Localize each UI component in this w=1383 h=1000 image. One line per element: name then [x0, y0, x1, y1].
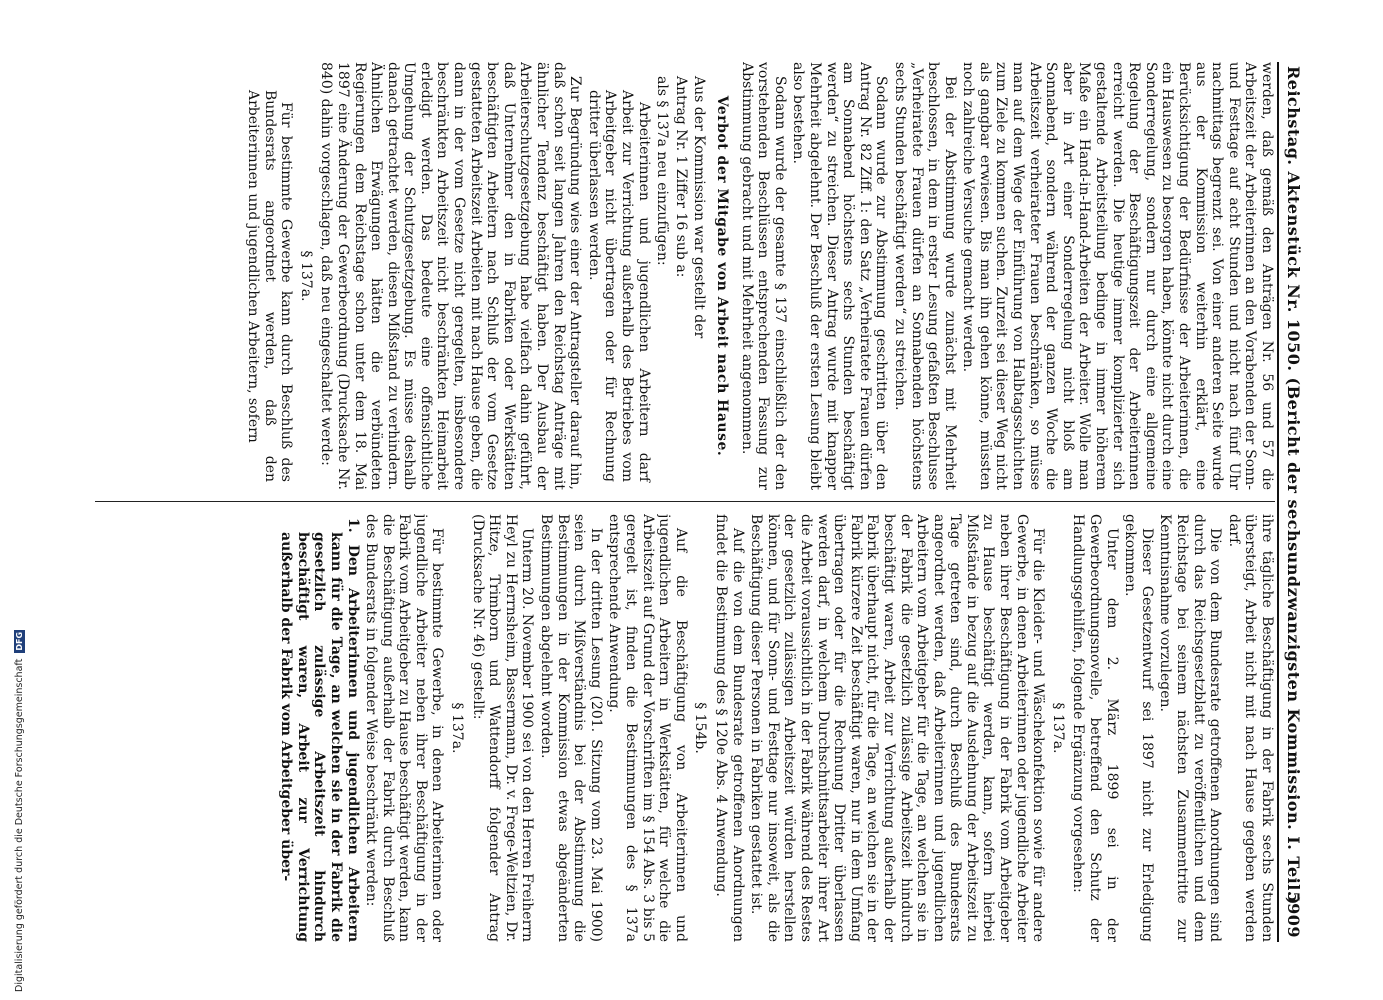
- paragraph: Die von dem Bundesrate getroffenen Anordnungen sind durch das Reichsgesetzblatt zu veröffentlichen und dem Reichstage bei seinem nächsten Zusammentritte zur Kenntnisnahme vorzulegen.: [1157, 514, 1224, 942]
- paragraph: Sodann wurde der gesamte § 137 einschließlich der den vorstehenden Beschlüssen entsprechenden Fassung zur Abstimmung gebracht und mit Mehrheit angenommen.: [738, 62, 788, 490]
- paragraph: Unter dem 2. März 1899 sei in der Gewerbeordnungsnovelle, betreffend den Schutz der Handlungsgehilfen, folgende Ergänzung vorgesehen:: [1070, 514, 1120, 942]
- page-number: 5909: [1284, 891, 1303, 938]
- paragraph: ihre tägliche Beschäftigung in der Fabrik sechs Stunden übersteigt, Arbeit nicht mit nach Hause gegeben werden darf.: [1225, 514, 1275, 942]
- paragraph: Bei der Abstimmung wurde zunächst mit Mehrheit beschlossen, in dem in erster Lesung gefaßten Beschlusse „Verheiratete Frauen dürfen an Sonnabenden höchstens sechs Stunden beschäftigt werden“ zu streichen.: [891, 62, 958, 490]
- paragraph: werden, daß gemäß den Anträgen Nr. 56 und 57 die Arbeitszeit der Arbeiterinnen an den Vorabenden der Sonn- und Festtage auf acht Stunden und nicht nach fünf Uhr nachmittags begrenzt sei. Von einer anderen Seite wurde aus der Kommission weiterhin erklärt, eine Berücksichtigung der Bedürfnisse der Arbeiterinnen, die ein Hauswesen zu besorgen haben, könnte nicht durch eine Sonderregelung, sondern nur durch eine allgemeine Regelung der Beschäftigungszeit der Arbeiterinnen erreicht werden. Die heutige immer komplizierter sich gestaltende Arbeitsteilung bedinge in immer höherem Maße ein Hand-in-Hand-Arbeiten der Arbeiter. Wolle man aber in Art einer Sonderregelung nicht bloß am Sonnabend, sondern während der ganzen Woche die Arbeitszeit verheirateter Frauen beschränken, so müsse man auf dem Wege der Einführung von Halbtagsschichten zum Ziele zu kommen suchen. Zurzeit sei dieser Weg nicht als gangbar erwiesen. Bis man ihn gehen könne, müssten noch zahlreiche Versuche gemacht werden.: [960, 62, 1275, 490]
- paragraph: Sodann wurde zur Abstimmung geschritten über den Antrag Nr. 82 Ziff. 1: den Satz „Verheiratete Frauen dürfen am Sonnabend höchstens sechs Stunden beschäftigt werden“ zu streichen. Dieser Antrag wurde mit knapper Mehrheit abgelehnt. Der Beschluß der ersten Lesung bleibt also bestehen.: [790, 62, 890, 490]
- section-number: § 154b.: [692, 702, 709, 754]
- section-number: § 137a.: [297, 250, 314, 302]
- column-right: [90, 514, 1275, 942]
- paragraph: Für bestimmte Gewerbe, in denen Arbeiterinnen oder jugendliche Arbeiter neben ihrer Beschäftigung in der Fabrik vom Arbeitgeber zu Hause beschäftigt werden, kann die Beschäftigung außerhalb der Fabrik durch Beschluß des Bundesrats in folgender Weise beschränkt werden:: [363, 514, 446, 942]
- paragraph: Aus der Kommission war gestellt der: [691, 76, 708, 339]
- section-number: § 137a.: [1049, 702, 1066, 754]
- paragraph: Zur Begründung wies einer der Antragsteller darauf hin, daß schon seit langen Jahren den Reichstag Anträge mit ähnlicher Tendenz beschäftigt haben. Der Ausbau der Arbeiterschutzgesetzgebung habe vielfach dahin geführt, daß Unternehmer den in Fabriken oder Werkstätten beschäftigten Arbeitern nach Schluß der vom Gesetze gestatteten Arbeitszeit Arbeiten mit nach Hause geben, die dann in der vom Gesetze nicht geregelten, insbesondere beschränkten Arbeitszeit nicht beschränkten Heimarbeit erledigt werden. Das bedeute eine offensichtliche Umgehung der Schutzgesetzgebung. Es müsse deshalb danach getrachtet werden, diesen Mißstand zu verhindern. Ähnlichen Erwägungen hätten die verbündeten Regierungen dem Reichstage schon unter dem 18. Mai 1897 eine Änderung der Gewerbeordnung (Drucksache Nr. 840) dahin vorgeschlagen, daß neu eingeschaltet werde:: [318, 62, 584, 490]
- text-columns: [90, 62, 1275, 942]
- paragraph: Auf die von dem Bundesrate getroffenen Anordnungen findet die Bestimmung des § 120e Abs. 4 Anwendung.: [713, 514, 746, 942]
- section-heading: Verbot der Mitgabe von Arbeit nach Hause.: [714, 95, 730, 457]
- paragraph: als § 137a neu einzufügen:: [654, 76, 671, 266]
- paragraph: Für die Kleider- und Wäschekonfektion sowie für andere Gewerbe, in denen Arbeiterinnen oder jugendliche Arbeiter neben ihrer Beschäftigung in der Fabrik vom Arbeitgeber zu Hause beschäftigt werden, kann, sofern hierbei Mißstände in bezug auf die Ausdehnung der Arbeitszeit zu Tage getreten sind, durch Beschluß des Bundesrats angeordnet werden, daß Arbeiterinnen und jugendlichen Arbeitern vom Arbeitgeber für die Tage, an welchen sie in der Fabrik die gesetzlich zulässige Arbeitszeit hindurch beschäftigt waren, Arbeit zur Verrichtung außerhalb der Fabrik überhaupt nicht, für die Tage, an welchen sie in der Fabrik kürzere Zeit beschäftigt waren, nur in dem Umfang übertragen oder für die Rechnung Dritter überlassen werden darf, in welchem Durchschnittsarbeiter ihrer Art die Arbeit voraussichtlich in der Fabrik während des Restes der gesetzlich zulässigen Arbeitszeit würden herstellen können, und für Sonn- und Festtage nur insoweit, als die Beschäftigung dieser Personen in Fabriken gestattet ist.: [748, 514, 1047, 942]
- column-left: [90, 62, 1275, 490]
- paragraph: Dieser Gesetzentwurf sei 1897 nicht zur Erledigung gekommen.: [1122, 514, 1155, 942]
- paragraph: Auf die Beschäftigung von Arbeiterinnen und jugendlichen Arbeitern in Werkstätten, für welche die Arbeitszeit auf Grund der Vorschriften im § 154 Abs. 3 bis 5 geregelt ist, finden die Bestimmungen des § 137a entsprechende Anwendung.: [606, 514, 689, 942]
- paragraph: Unterm 20. November 1900 sei von den Herren Freiherrn Heyl zu Herrnsheim, Bassermann, Dr. v. Frege-Weltzien, Dr. Hitze, Trimborn und Wattendorff folgender Antrag (Drucksache Nr. 46) gestellt:: [469, 514, 536, 942]
- paragraph: Antrag Nr. 1 Ziffer 16 sub a:: [672, 76, 689, 278]
- running-title: Reichstag. Aktenstück Nr. 1050. (Bericht der sechsundzwanzigsten Kommission. I. Teil.): [1284, 66, 1303, 905]
- paragraph: In der dritten Lesung (201. Sitzung vom 23. Mai 1900) seien durch Mißverständnis bei der Abstimmung die Bestimmungen in der Kommission etwas abgeänderten Bestimmungen abgelehnt worden.: [538, 514, 604, 942]
- quoted-text: Für bestimmte Gewerbe kann durch Beschluß des Bundesrats angeordnet werden, daß den Arbeiterinnen und jugendlichen Arbeitern, sofern: [244, 90, 295, 482]
- page-header: [1277, 62, 1305, 942]
- digitization-text: Digitalisierung gefördert durch die Deutsche Forschungsgemeinschaft: [14, 658, 25, 992]
- digitization-note: [14, 630, 25, 992]
- column-divider: [95, 501, 1275, 502]
- dfg-logo: DFG: [15, 631, 24, 651]
- rotated-page: [83, 62, 1305, 942]
- list-item: 1. Den Arbeiterinnen und jugendlichen Arbeitern kann für die Tage, an welchen sie in der Fabrik die gesetzlich zulässige Arbeitszeit hindurch beschäftigt waren, Arbeit zur Verrichtung außerhalb der Fabrik vom Arbeitgeber über-: [278, 518, 361, 942]
- quoted-text: Arbeiterinnen und jugendlichen Arbeitern darf Arbeit zur Verrichtung außerhalb des Betriebes vom Arbeitgeber nicht übertragen oder für Rechnung dritter überlassen werden.: [585, 90, 652, 482]
- section-number: § 137a.: [449, 702, 466, 754]
